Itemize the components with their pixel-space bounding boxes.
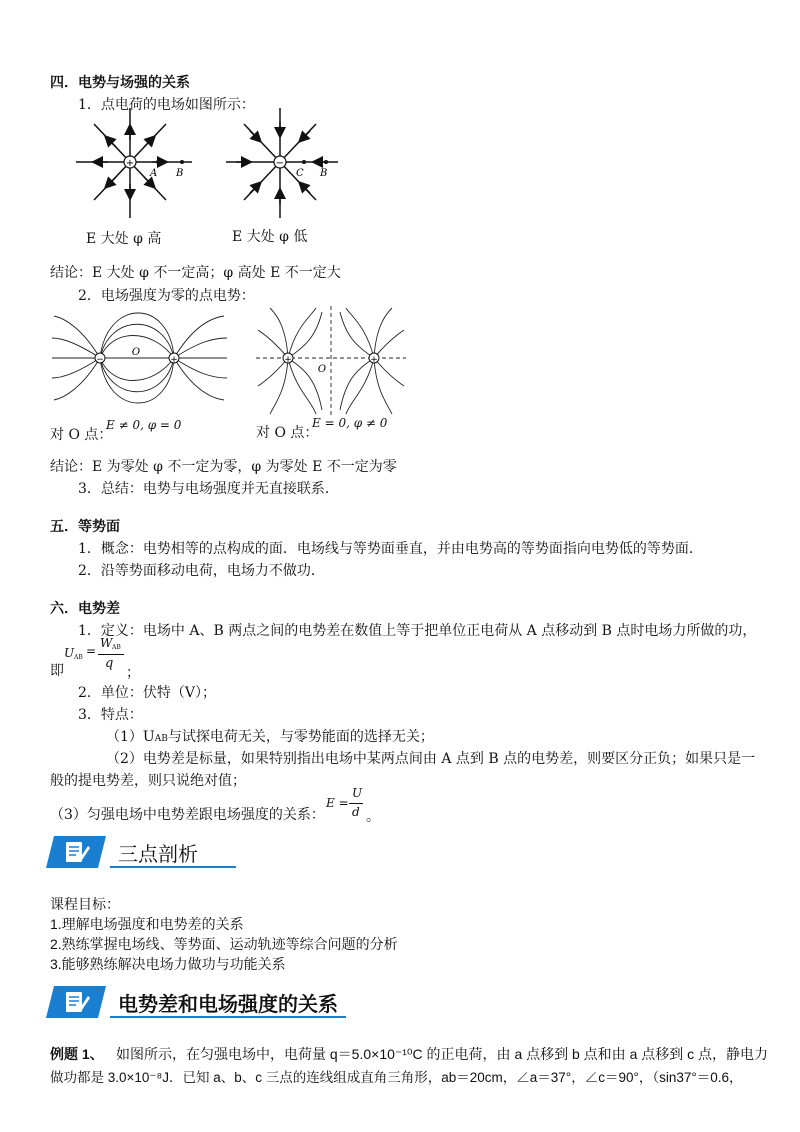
like-charges-field-figure	[256, 306, 406, 416]
sec5-item2: 2．沿等势面移动电荷，电场力不做功．	[78, 563, 325, 579]
field-strength-formula: E = U d 。	[326, 786, 380, 825]
svg-text:+: +	[284, 355, 292, 365]
sec6-item2: 2．单位：伏特（V）；	[78, 685, 217, 701]
svg-text:A: A	[150, 168, 158, 179]
banner-underline	[110, 1016, 346, 1018]
caption2-right-formula: E = 0, φ ≠ 0	[312, 416, 388, 430]
plus-sign: +	[125, 158, 135, 169]
section-title-6: 六．电势差	[50, 601, 120, 617]
svg-text:O: O	[131, 347, 141, 358]
example-label: 例题 1、	[50, 1046, 104, 1062]
section-banner-analysis	[46, 834, 236, 870]
positive-point-charge-figure	[72, 100, 202, 230]
svg-text:B: B	[320, 168, 328, 179]
svg-text:B: B	[176, 168, 184, 179]
notepad-icon	[46, 834, 106, 870]
notepad-icon	[46, 984, 106, 1020]
banner-title: 电势差和电场强度的关系	[118, 992, 338, 1016]
sec4-item1: 1．点电荷的电场如图所示：	[78, 97, 255, 113]
goal-item-1: 1.理解电场强度和电势差的关系	[50, 916, 244, 932]
caption2-right-label: 对 O 点：	[256, 425, 319, 441]
example-line-2: 做功都是 3.0×10⁻⁸J．已知 a、b、c 三点的连线组成直角三角形，ab＝20cm，∠a＝37°，∠c＝90°，（sin37°＝0.6，	[50, 1070, 743, 1085]
sec6-sub1: （1）UAB与试探电荷无关，与零势能面的选择无关；	[106, 729, 434, 745]
goal-item-3: 3.能够熟练解决电场力做功与功能关系	[50, 956, 286, 972]
sec4-item3: 3．总结：电势与电场强度并无直接联系．	[78, 481, 339, 497]
sec4-item2: 2．电场强度为零的点电势：	[78, 288, 255, 304]
svg-text:O: O	[317, 364, 327, 375]
caption-left: E 大处 φ 高	[86, 231, 162, 247]
caption2-left-formula: E ≠ 0, φ = 0	[106, 418, 182, 432]
sec6-sub3: （3）匀强电场中电势差跟电场强度的关系：	[50, 807, 325, 823]
goal-item-2: 2.熟练掌握电场线、等势面、运动轨迹等综合问题的分析	[50, 936, 398, 952]
caption-right: E 大处 φ 低	[232, 229, 308, 245]
potential-difference-formula: U AB = W AB q ；	[64, 636, 140, 681]
sec6-sub2-line2: 般的提电势差，则只说绝对值；	[50, 773, 246, 789]
section-banner-topic	[46, 984, 346, 1020]
sec6-item3: 3．特点：	[78, 707, 143, 723]
section-title-4: 四．电势与场强的关系	[50, 75, 190, 91]
svg-text:−: −	[96, 355, 104, 365]
negative-point-charge-figure	[222, 100, 352, 230]
svg-text:+: +	[370, 355, 378, 365]
svg-text:+: +	[170, 355, 178, 365]
dipole-field-figure	[52, 308, 227, 413]
caption2-left-label: 对 O 点：	[50, 427, 113, 443]
section-title-5: 五．等势面	[50, 519, 120, 535]
sec6-item1: 1．定义：电场中 A、B 两点之间的电势差在数值上等于把单位正电荷从 A 点移动到 B 点时电场力所做的功，	[78, 623, 757, 639]
sec5-item1: 1．概念：电势相等的点构成的面．电场线与等势面垂直，并由电势高的等势面指向电势低的等势面．	[78, 541, 703, 557]
banner-title: 三点剖析	[118, 842, 198, 866]
goals-title: 课程目标：	[50, 896, 120, 912]
banner-underline	[110, 866, 236, 868]
formula-prefix: 即	[50, 663, 64, 679]
sec6-sub2-line1: （2）电势差是标量，如果特别指出电场中某两点间由 A 点到 B 点的电势差，则要区分正负；如果只是一	[106, 751, 756, 767]
conclusion-1: 结论：E 大处 φ 不一定高；φ 高处 E 不一定大	[50, 265, 341, 281]
conclusion-2: 结论：E 为零处 φ 不一定为零，φ 为零处 E 不一定为零	[50, 459, 397, 475]
minus-sign: −	[275, 158, 285, 169]
svg-text:C: C	[296, 168, 304, 179]
example-line-1: 如图所示，在匀强电场中，电荷量 q＝5.0×10⁻¹⁰C 的正电荷，由 a 点移到 b 点和由 a 点移到 c 点，静电力	[116, 1046, 769, 1062]
